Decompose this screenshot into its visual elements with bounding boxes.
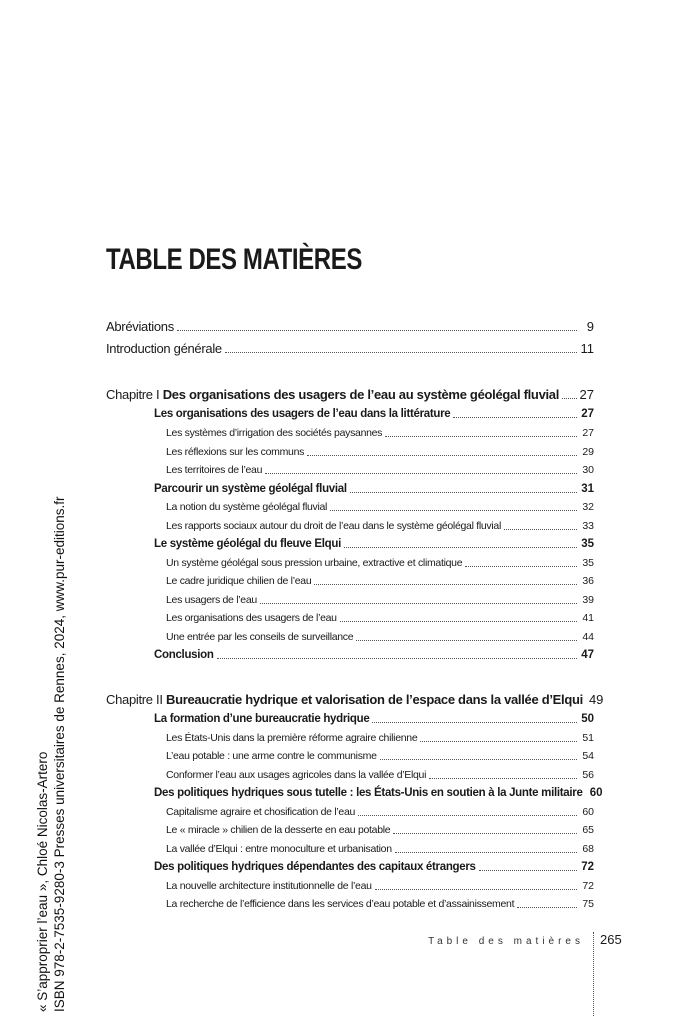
toc-subsection[interactable]: Les rapports sociaux autour du droit de l’eau dans le système géolégal fluvial 33 xyxy=(166,520,594,532)
toc-subsection[interactable]: Le cadre juridique chilien de l’eau 36 xyxy=(166,575,594,587)
toc-section[interactable]: Les organisations des usagers de l’eau dans la littérature 27 xyxy=(154,408,594,420)
toc-section[interactable]: Des politiques hydriques dépendantes des capitaux étrangers 72 xyxy=(154,861,594,873)
toc-subsection[interactable]: Les systèmes d’irrigation des sociétés paysannes 27 xyxy=(166,427,594,439)
toc-entry[interactable]: Introduction générale 11 xyxy=(106,341,594,356)
toc-subsection[interactable]: Conformer l’eau aux usages agricoles dans la vallée d’Elqui 56 xyxy=(166,769,594,781)
side-note-line: ISBN 978-2-7535-9280-3 Presses universitaires de Rennes, 2024, www.pur-editions.fr xyxy=(52,496,67,1012)
side-note-line: « S’approprier l’eau », Chloé Nicolas-Artero xyxy=(35,751,50,1012)
toc-subsection[interactable]: Les territoires de l’eau 30 xyxy=(166,464,594,476)
toc-subsection[interactable]: La recherche de l’efficience dans les services d’eau potable et d’assainissement 75 xyxy=(166,898,594,910)
toc-section[interactable]: Des politiques hydriques sous tutelle : les États-Unis en soutien à la Junte militaire 60 xyxy=(154,787,603,799)
toc-entry[interactable]: Abréviations 9 xyxy=(106,319,594,334)
toc-chapter[interactable]: Chapitre I Des organisations des usagers de l’eau au système géolégal fluvial 27 xyxy=(106,387,594,402)
page-title: TABLE DES MATIÈRES xyxy=(106,243,362,276)
toc-subsection[interactable]: La notion du système géolégal fluvial 32 xyxy=(166,501,594,513)
toc-section[interactable]: Conclusion 47 xyxy=(154,649,594,661)
toc-subsection[interactable]: Une entrée par les conseils de surveillance 44 xyxy=(166,631,594,643)
toc-subsection[interactable]: La nouvelle architecture institutionnelle de l’eau 72 xyxy=(166,880,594,892)
toc-subsection[interactable]: Capitalisme agraire et chosification de l’eau 60 xyxy=(166,806,594,818)
toc-section[interactable]: La formation d’une bureaucratie hydrique 50 xyxy=(154,713,594,725)
toc-chapter[interactable]: Chapitre II Bureaucratie hydrique et valorisation de l’espace dans la vallée d’Elqui 49 xyxy=(106,692,604,707)
toc-subsection[interactable]: Un système géolégal sous pression urbaine, extractive et climatique 35 xyxy=(166,557,594,569)
toc-subsection[interactable]: Les organisations des usagers de l’eau 41 xyxy=(166,612,594,624)
footer-divider xyxy=(593,932,594,1016)
toc-section[interactable]: Parcourir un système géolégal fluvial 31 xyxy=(154,483,594,495)
toc-subsection[interactable]: Les États-Unis dans la première réforme agraire chilienne 51 xyxy=(166,732,594,744)
toc-subsection[interactable]: Le « miracle » chilien de la desserte en eau potable 65 xyxy=(166,824,594,836)
toc-subsection[interactable]: Les réflexions sur les communs 29 xyxy=(166,446,594,458)
side-copyright-note xyxy=(34,496,68,1012)
toc-subsection[interactable]: L’eau potable : une arme contre le communisme 54 xyxy=(166,750,594,762)
toc-subsection[interactable]: Les usagers de l’eau 39 xyxy=(166,594,594,606)
toc-section[interactable]: Le système géolégal du fleuve Elqui 35 xyxy=(154,538,594,550)
page-number: 265 xyxy=(600,932,622,947)
running-head: Table des matières xyxy=(428,936,584,947)
toc-subsection[interactable]: La vallée d’Elqui : entre monoculture et urbanisation 68 xyxy=(166,843,594,855)
